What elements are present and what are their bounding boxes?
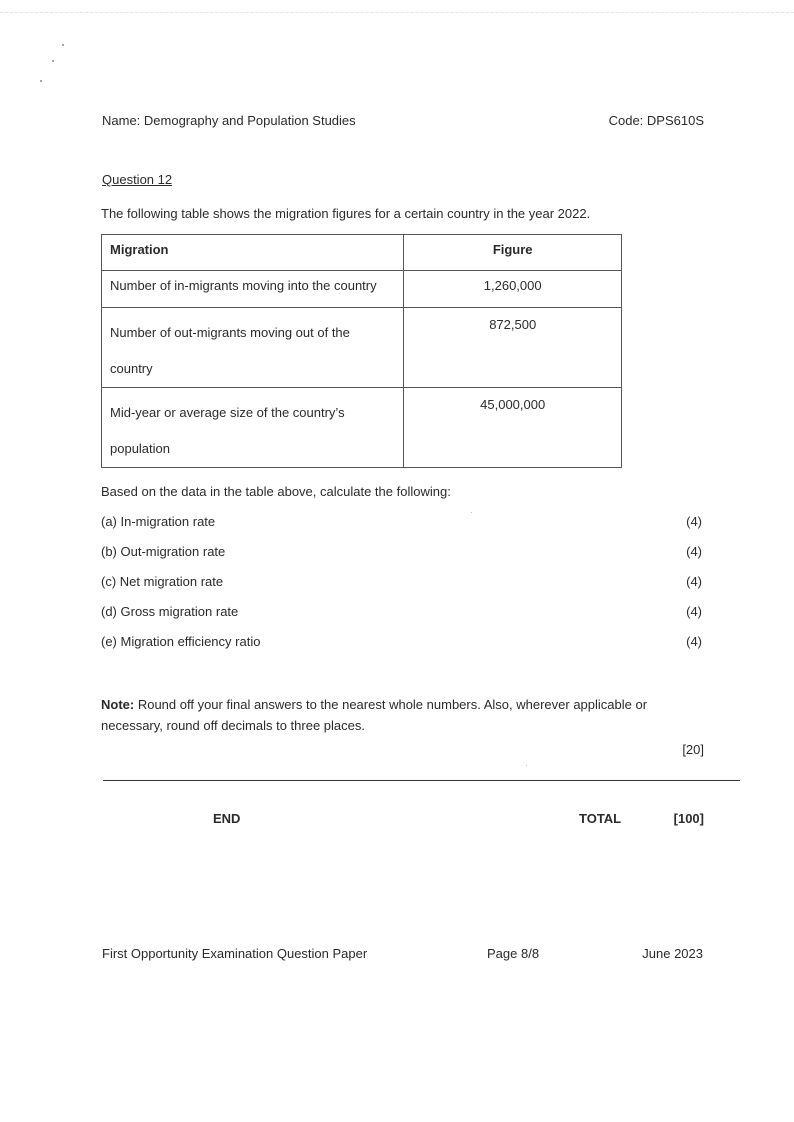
row-value: 1,260,000 (404, 271, 622, 308)
row-label (102, 388, 404, 468)
row-value: 872,500 (404, 308, 622, 388)
footer-page-number: Page 8/8 (487, 946, 540, 961)
row-label-line2: country (110, 361, 153, 376)
course-code: Code: DPS610S (608, 113, 704, 128)
question-intro: The following table shows the migration figures for a certain country in the year 2022. (101, 206, 591, 221)
end-divider (103, 780, 740, 781)
task-marks: (4) (686, 634, 702, 649)
course-name: Name: Demography and Population Studies (102, 113, 356, 128)
task-item (101, 514, 702, 529)
column-header-migration: Migration (102, 235, 404, 271)
task-marks: (4) (686, 544, 702, 559)
scan-speck (40, 80, 42, 82)
scan-speck (526, 765, 527, 766)
total-label: TOTAL (579, 811, 622, 826)
row-value: 45,000,000 (404, 388, 622, 468)
task-item (101, 544, 702, 559)
column-header-figure: Figure (404, 235, 622, 271)
note-label: Note: (101, 697, 135, 712)
scan-speck (52, 60, 54, 62)
migration-table (101, 234, 622, 468)
task-text: (b) Out-migration rate (101, 544, 226, 559)
end-label: END (213, 811, 241, 826)
total-value: [100] (673, 811, 704, 826)
task-item (101, 634, 702, 649)
table-row (102, 271, 622, 308)
table-row (102, 308, 622, 388)
row-label-line1: Mid-year or average size of the country’s (110, 405, 345, 420)
table-header-row (102, 235, 622, 271)
scan-speck (62, 44, 64, 46)
scan-speck (471, 512, 472, 513)
footer-exam-title: First Opportunity Examination Question Paper (102, 946, 368, 961)
task-marks: (4) (686, 574, 702, 589)
task-item (101, 604, 702, 619)
question-title: Question 12 (102, 172, 173, 187)
row-label-line1: Number of out-migrants moving out of the (110, 325, 350, 340)
row-label: Number of in-migrants moving into the country (102, 271, 404, 308)
task-text: (e) Migration efficiency ratio (101, 634, 261, 649)
scan-top-edge (0, 12, 794, 13)
row-label-line2: population (110, 441, 170, 456)
task-text: (d) Gross migration rate (101, 604, 239, 619)
tasks-lead: Based on the data in the table above, calculate the following: (101, 484, 451, 499)
task-item (101, 574, 702, 589)
footer-date: June 2023 (642, 946, 703, 961)
task-marks: (4) (686, 514, 702, 529)
task-marks: (4) (686, 604, 702, 619)
task-text: (a) In-migration rate (101, 514, 216, 529)
note-text: Round off your final answers to the nearest whole numbers. Also, wherever applicable or necessary, round off decimals to three places. (101, 697, 648, 733)
table-row (102, 388, 622, 468)
row-label (102, 308, 404, 388)
question-total-marks: [20] (682, 742, 704, 757)
note-paragraph (101, 694, 701, 736)
task-text: (c) Net migration rate (101, 574, 224, 589)
